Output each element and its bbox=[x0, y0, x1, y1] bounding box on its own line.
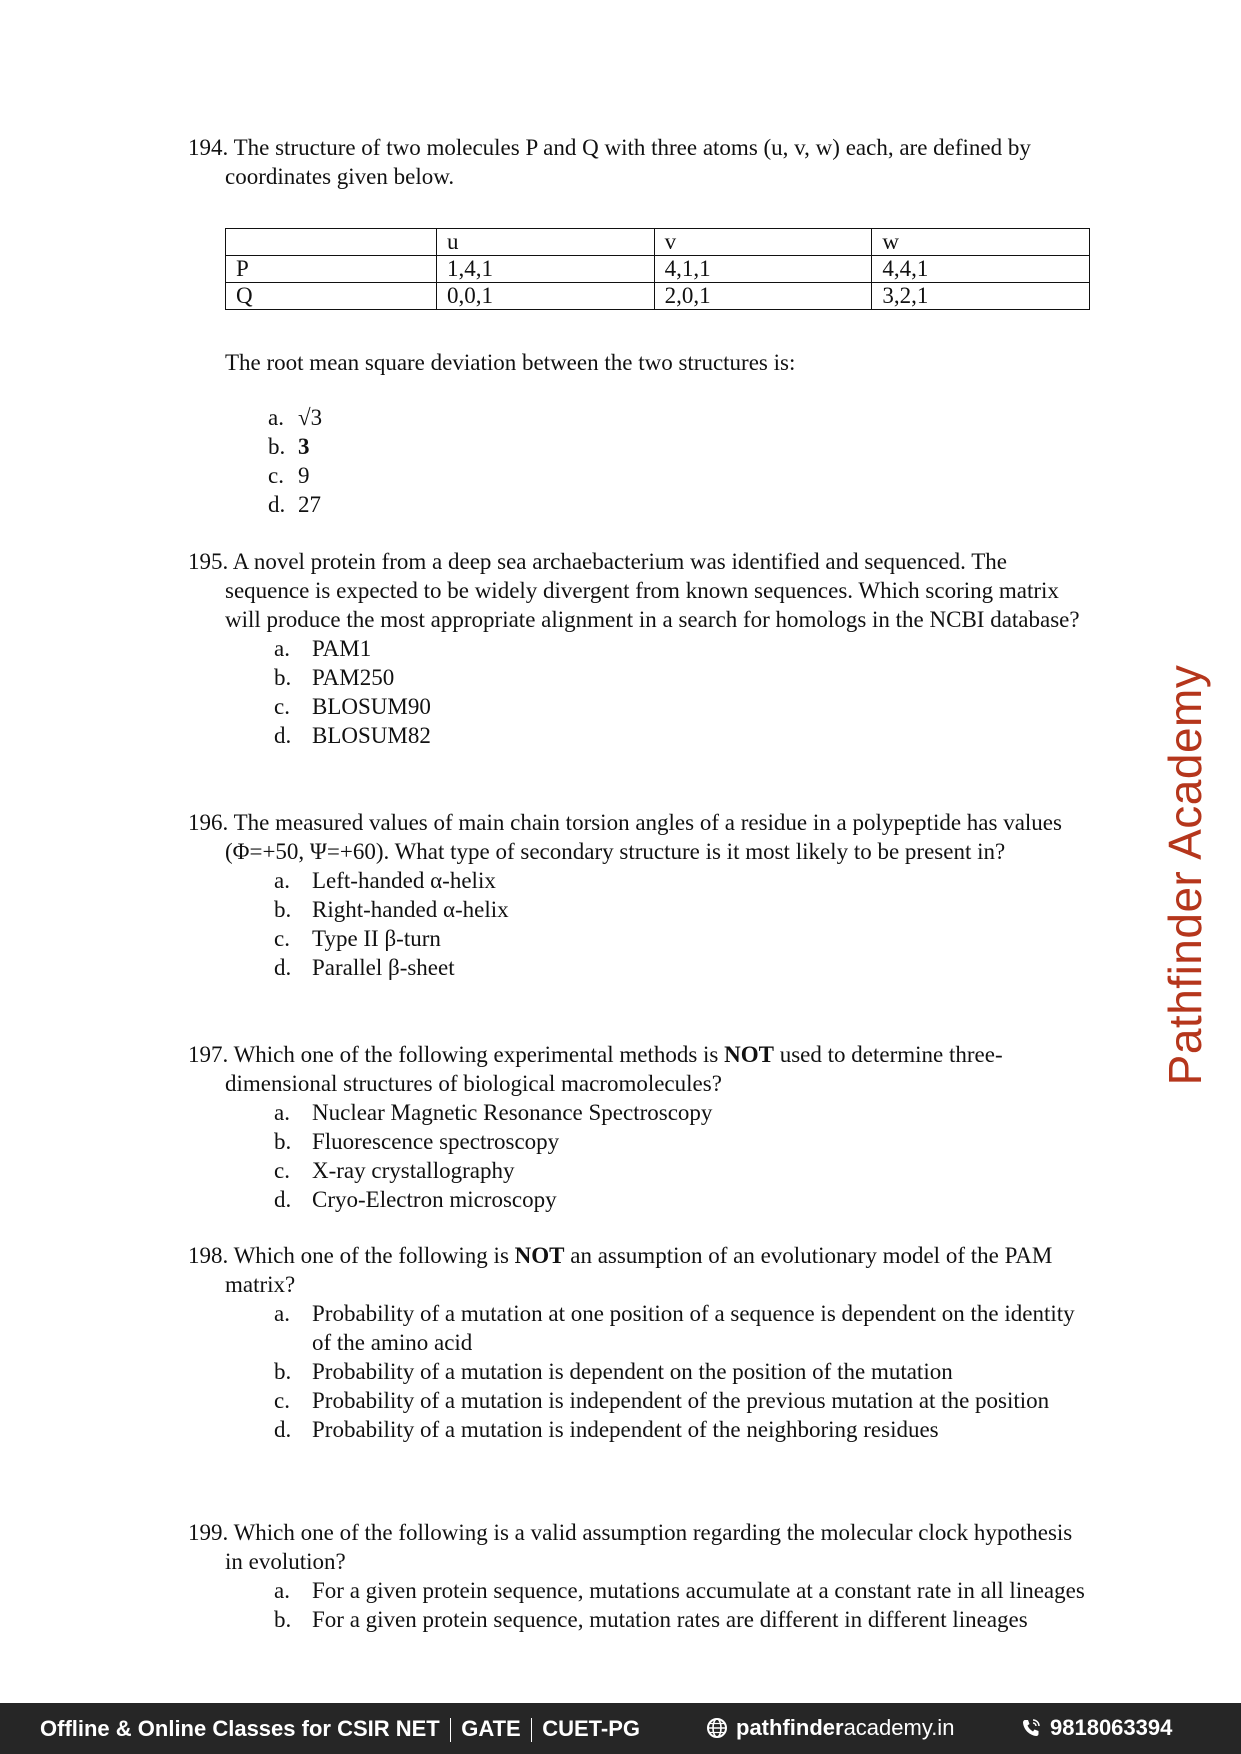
table-cell bbox=[226, 229, 437, 256]
option-c: c. X-ray crystallography bbox=[274, 1158, 515, 1183]
question-stem: 199. Which one of the following is a valid assumption regarding the molecular clock hypothesis in evolution? bbox=[188, 1520, 1073, 1574]
option-b: b. PAM250 bbox=[274, 665, 395, 690]
option-c: c. 9 bbox=[268, 463, 310, 488]
footer-website[interactable]: pathfinder academy.in bbox=[706, 1715, 954, 1741]
option-d: d. Probability of a mutation is independent of the neighboring residues bbox=[274, 1417, 939, 1442]
option-list bbox=[188, 1098, 1088, 1214]
option-b: b. Right-handed α-helix bbox=[274, 897, 509, 922]
question-stem: 198. Which one of the following is NOT an assumption of an evolutionary model of the PAM matrix? bbox=[188, 1243, 1053, 1297]
question-stem: 197. Which one of the following experimental methods is NOT used to determine three-dimensional structures of biological macromolecules? bbox=[188, 1042, 1003, 1096]
option-a: a. Left-handed α-helix bbox=[274, 868, 496, 893]
phone-icon bbox=[1020, 1717, 1042, 1739]
question-197 bbox=[188, 1040, 1088, 1214]
option-list bbox=[188, 403, 1088, 519]
watermark-text: Pathfinder Academy bbox=[1159, 664, 1211, 1086]
option-list bbox=[188, 1299, 1088, 1444]
question-194 bbox=[188, 133, 1088, 191]
footer-phone[interactable]: 9818063394 bbox=[1020, 1715, 1172, 1741]
question-199 bbox=[188, 1518, 1088, 1634]
table-row bbox=[226, 256, 1090, 283]
option-a: a. For a given protein sequence, mutations accumulate at a constant rate in all lineages bbox=[274, 1578, 1085, 1603]
divider bbox=[531, 1718, 533, 1742]
question-195 bbox=[188, 547, 1088, 750]
question-stem: 194. The structure of two molecules P and Q with three atoms (u, v, w) each, are defined by coordinates given below. bbox=[188, 135, 1031, 189]
option-d: d. BLOSUM82 bbox=[274, 723, 431, 748]
option-b: b. Fluorescence spectroscopy bbox=[274, 1129, 560, 1154]
question-198 bbox=[188, 1241, 1088, 1444]
coordinates-table bbox=[225, 228, 1090, 310]
option-c: c. Type II β-turn bbox=[274, 926, 441, 951]
table-cell: 0,0,1 bbox=[437, 283, 655, 310]
option-list bbox=[188, 634, 1088, 750]
table-cell: v bbox=[654, 229, 872, 256]
table-cell: Q bbox=[226, 283, 437, 310]
option-b: b. For a given protein sequence, mutation rates are different in different lineages bbox=[274, 1607, 1028, 1632]
table-cell: 4,4,1 bbox=[872, 256, 1090, 283]
table-cell: 3,2,1 bbox=[872, 283, 1090, 310]
option-list bbox=[188, 1576, 1088, 1634]
table-cell: 1,4,1 bbox=[437, 256, 655, 283]
option-a: a. Nuclear Magnetic Resonance Spectroscopy bbox=[274, 1100, 713, 1125]
option-a: a. PAM1 bbox=[274, 636, 372, 661]
table-row bbox=[226, 283, 1090, 310]
table-header-row bbox=[226, 229, 1090, 256]
option-b: b. 3 bbox=[268, 434, 310, 459]
option-a: a. Probability of a mutation at one position of a sequence is dependent on the identity of the amino acid bbox=[274, 1301, 1075, 1355]
option-a: a. √3 bbox=[268, 405, 323, 430]
question-stem: 195. A novel protein from a deep sea archaebacterium was identified and sequenced. The sequence is expected to be widely divergent from known sequences. Which scoring matrix will produce the most appropriate alignment in a search for homologs in the NCBI database? bbox=[188, 549, 1080, 632]
question-196 bbox=[188, 808, 1088, 982]
option-b: b. Probability of a mutation is dependent on the position of the mutation bbox=[274, 1359, 953, 1384]
footer-bar bbox=[0, 1703, 1241, 1754]
table-cell: 2,0,1 bbox=[654, 283, 872, 310]
option-c: c. BLOSUM90 bbox=[274, 694, 431, 719]
option-d: d. Cryo-Electron microscopy bbox=[274, 1187, 557, 1212]
divider bbox=[450, 1718, 452, 1742]
footer-classes: Offline & Online Classes for CSIR NET GATE CUET-PG bbox=[40, 1716, 641, 1741]
question-194-options bbox=[188, 403, 1088, 519]
table-cell: w bbox=[872, 229, 1090, 256]
option-c: c. Probability of a mutation is independent of the previous mutation at the position bbox=[274, 1388, 1050, 1413]
option-d: d. Parallel β-sheet bbox=[274, 955, 455, 980]
table-cell: u bbox=[437, 229, 655, 256]
table-cell: 4,1,1 bbox=[654, 256, 872, 283]
question-stem: 196. The measured values of main chain torsion angles of a residue in a polypeptide has values (Φ=+50, Ψ=+60). What type of secondary structure is it most likely to be present in? bbox=[188, 810, 1062, 864]
option-d: d. 27 bbox=[268, 492, 321, 517]
table-cell: P bbox=[226, 256, 437, 283]
globe-icon bbox=[706, 1717, 728, 1739]
question-prompt: The root mean square deviation between the two structures is: bbox=[225, 350, 796, 375]
option-list bbox=[188, 866, 1088, 982]
